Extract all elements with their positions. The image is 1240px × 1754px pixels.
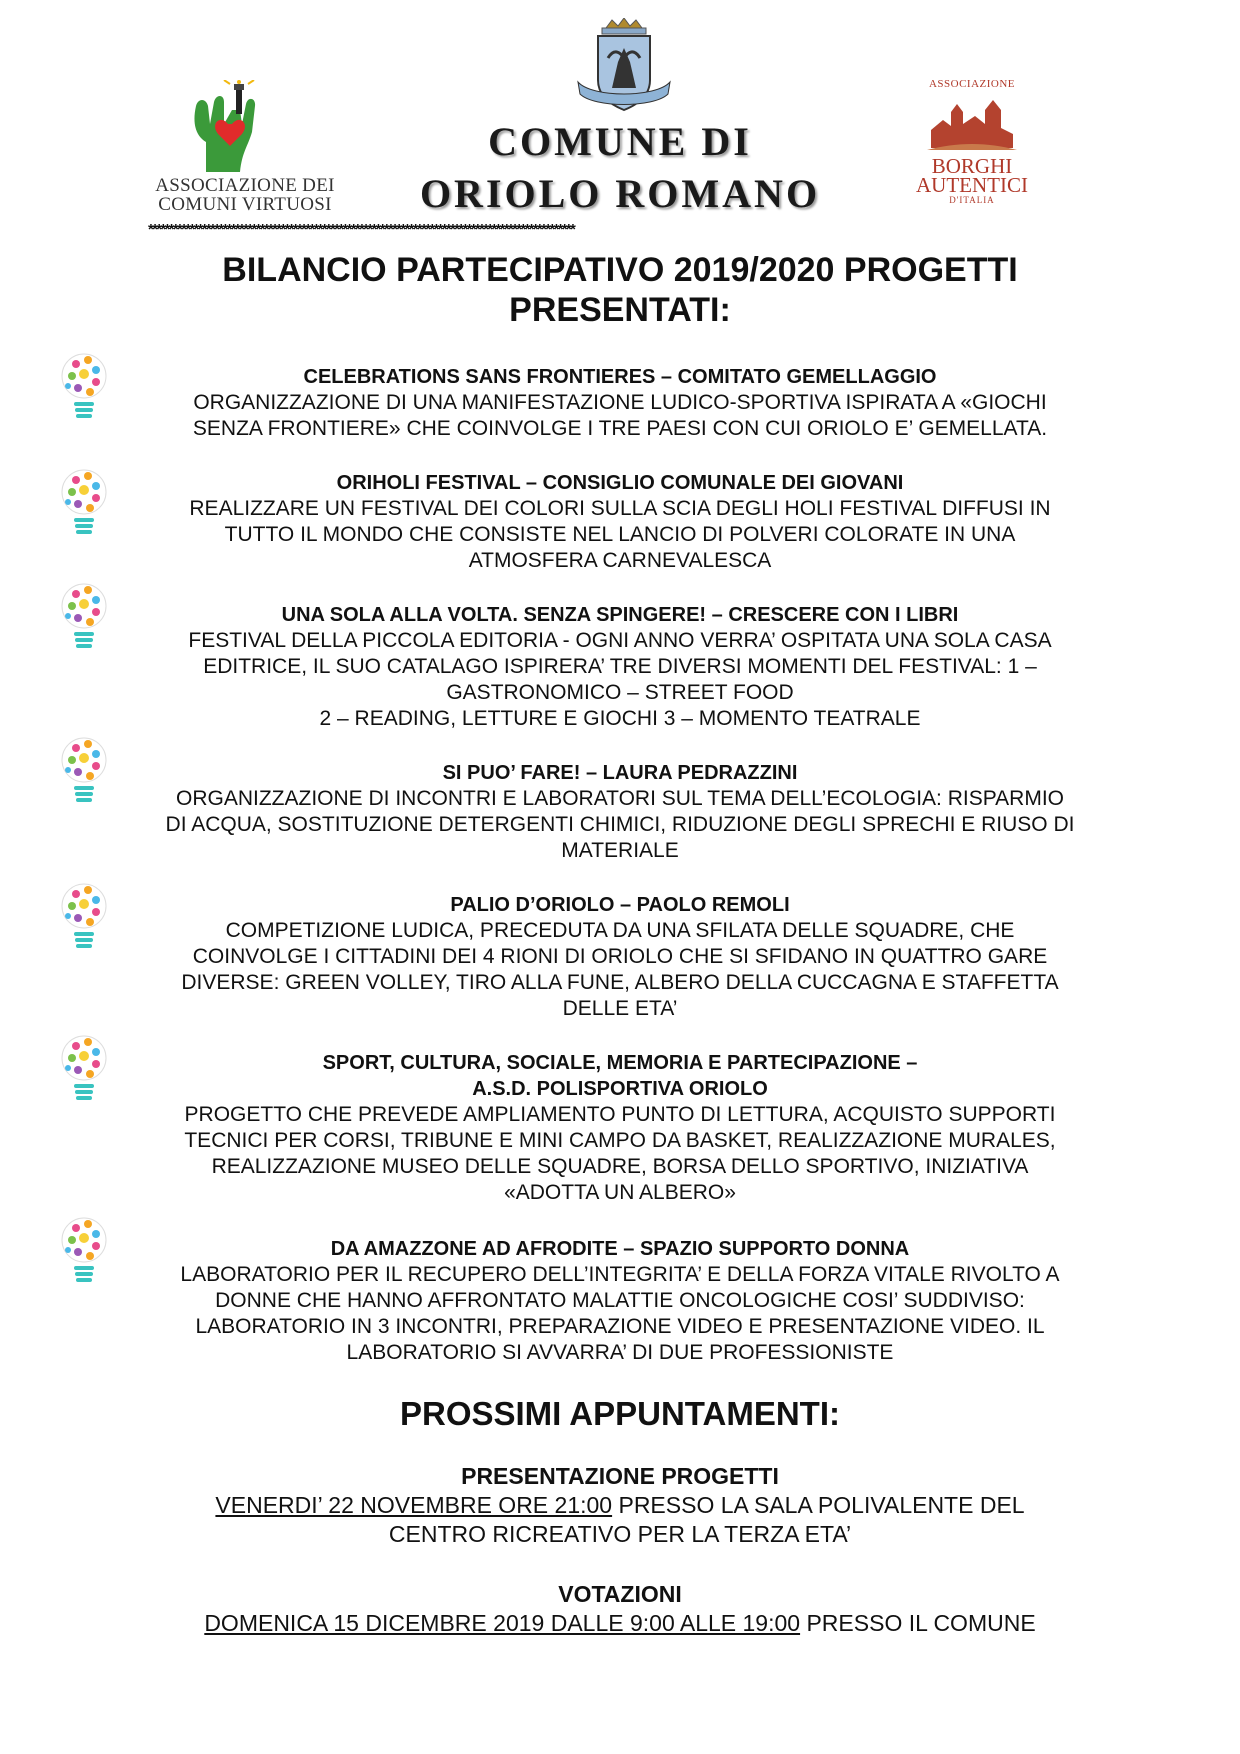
project-line: ORGANIZZAZIONE DI INCONTRI E LABORATORI SUL TEMA DELL’ECOLOGIA: RISPARMIO — [176, 787, 1064, 810]
main-title-line-2: PRESENTATI: — [509, 291, 731, 329]
vote-line — [80, 1609, 1160, 1638]
project-title: ORIHOLI FESTIVAL – CONSIGLIO COMUNALE DEI GIOVANI — [336, 472, 904, 494]
project-title-2: A.S.D. POLISPORTIVA ORIOLO — [472, 1078, 768, 1100]
municipality-title — [380, 116, 860, 220]
project-line: DI ACQUA, SOSTITUZIONE DETERGENTI CHIMICI, RIDUZIONE DEGLI SPRECHI E RIUSO DI — [165, 813, 1075, 836]
project-block — [112, 602, 1128, 732]
vote-date: DOMENICA 15 DICEMBRE 2019 DALLE 9:00 ALLE 19:00 — [204, 1610, 801, 1636]
presentation-place: PRESSO LA SALA POLIVALENTE DEL — [612, 1492, 1025, 1518]
lightbulb-icon — [56, 578, 112, 660]
right-logo-line-1: BORGHI — [931, 154, 1013, 178]
project-line: TECNICI PER CORSI, TRIBUNE E MINI CAMPO DA BASKET, REALIZZAZIONE MURALES, — [184, 1129, 1056, 1152]
project-title: UNA SOLA ALLA VOLTA. SENZA SPINGERE! – CRESCERE CON I LIBRI — [281, 604, 959, 626]
project-block — [112, 1050, 1128, 1206]
lightbulb-icon — [56, 732, 112, 814]
project-line: LABORATORIO IN 3 INCONTRI, PREPARAZIONE VIDEO E PRESENTAZIONE VIDEO. IL — [195, 1315, 1045, 1338]
lightbulb-icon — [56, 464, 112, 546]
project-line: DELLE ETA’ — [562, 997, 678, 1020]
project-line: 2 – READING, LETTURE E GIOCHI 3 – MOMENTO TEATRALE — [319, 707, 921, 730]
project-line: «ADOTTA UN ALBERO» — [504, 1181, 736, 1204]
project-line: COINVOLGE I CITTADINI DEI 4 RIONI DI ORIOLO CHE SI SFIDANO IN QUATTRO GARE — [192, 945, 1048, 968]
right-logo-line-2: AUTENTICI — [916, 173, 1028, 197]
right-logo-bottom: D'ITALIA — [949, 195, 995, 205]
next-appointments-title: PROSSIMI APPUNTAMENTI: — [399, 1395, 840, 1432]
presentation-line-1 — [80, 1491, 1160, 1520]
title-line-2: ORIOLO ROMANO — [419, 171, 821, 216]
project-block — [112, 364, 1128, 442]
main-title-line-1: BILANCIO PARTECIPATIVO 2019/2020 PROGETTI — [222, 251, 1018, 289]
lightbulb-icon — [56, 878, 112, 960]
presentation-line-2: CENTRO RICREATIVO PER LA TERZA ETA’ — [388, 1521, 852, 1547]
vote-place: PRESSO IL COMUNE — [800, 1610, 1036, 1636]
project-line: REALIZZARE UN FESTIVAL DEI COLORI SULLA SCIA DEGLI HOLI FESTIVAL DIFFUSI IN — [189, 497, 1051, 520]
left-logo-line-1: ASSOCIAZIONE DEI — [155, 175, 335, 196]
project-line: COMPETIZIONE LUDICA, PRECEDUTA DA UNA SFILATA DELLE SQUADRE, CHE — [225, 919, 1015, 942]
presentation-title: PRESENTAZIONE PROGETTI — [461, 1463, 779, 1489]
project-line: PROGETTO CHE PREVEDE AMPLIAMENTO PUNTO DI LETTURA, ACQUISTO SUPPORTI — [184, 1103, 1056, 1126]
star-separator: ******************************************************************************************************* — [148, 222, 575, 238]
right-logo-top: ASSOCIAZIONE — [928, 78, 1016, 90]
left-logo-line-2: COMUNI VIRTUOSI — [158, 194, 332, 215]
presentation-event — [80, 1462, 1160, 1549]
project-line: LABORATORIO PER IL RECUPERO DELL’INTEGRITA’ E DELLA FORZA VITALE RIVOLTO A — [180, 1263, 1060, 1286]
vote-title: VOTAZIONI — [558, 1581, 682, 1607]
project-block — [112, 760, 1128, 864]
project-title: SI PUO’ FARE! – LAURA PEDRAZZINI — [442, 762, 798, 784]
project-line: EDITRICE, IL SUO CATALAGO ISPIRERA’ TRE DIVERSI MOMENTI DEL FESTIVAL: 1 – — [203, 655, 1037, 678]
main-title — [120, 250, 1120, 330]
project-line: REALIZZAZIONE MUSEO DELLE SQUADRE, BORSA DELLO SPORTIVO, INIZIATIVA — [211, 1155, 1029, 1178]
lightbulb-icon — [56, 1212, 112, 1294]
project-title: CELEBRATIONS SANS FRONTIERES – COMITATO GEMELLAGGIO — [303, 366, 937, 388]
presentation-date: VENERDI’ 22 NOVEMBRE ORE 21:00 — [215, 1492, 613, 1518]
project-block — [112, 470, 1128, 574]
project-line: GASTRONOMICO – STREET FOOD — [446, 681, 794, 704]
project-title: SPORT, CULTURA, SOCIALE, MEMORIA E PARTECIPAZIONE – — [322, 1052, 918, 1074]
comuni-virtuosi-logo — [148, 80, 338, 220]
hand-heart-icon — [148, 80, 338, 176]
title-line-1: COMUNE DI — [488, 119, 752, 164]
project-line: ORGANIZZAZIONE DI UNA MANIFESTAZIONE LUDICO-SPORTIVA ISPIRATA A «GIOCHI — [193, 391, 1047, 414]
comune-coat-of-arms — [572, 18, 676, 118]
coat-of-arms-icon — [572, 18, 676, 118]
lightbulb-icon — [56, 348, 112, 430]
vote-event — [80, 1580, 1160, 1638]
project-line: SENZA FRONTIERE» CHE COINVOLGE I TRE PAESI CON CUI ORIOLO E’ GEMELLATA. — [192, 417, 1048, 440]
project-line: MATERIALE — [561, 839, 679, 862]
project-block — [112, 892, 1128, 1022]
left-logo-text — [150, 176, 340, 214]
project-line: TUTTO IL MONDO CHE CONSISTE NEL LANCIO DI POLVERI COLORATE IN UNA — [224, 523, 1016, 546]
borghi-autentici-logo — [912, 78, 1032, 218]
project-line: FESTIVAL DELLA PICCOLA EDITORIA - OGNI ANNO VERRA’ OSPITATA UNA SOLA CASA — [188, 629, 1052, 652]
project-line: DIVERSE: GREEN VOLLEY, TIRO ALLA FUNE, ALBERO DELLA CUCCAGNA E STAFFETTA — [181, 971, 1059, 994]
project-block — [112, 1236, 1128, 1366]
project-title: PALIO D’ORIOLO – PAOLO REMOLI — [450, 894, 790, 916]
project-line: DONNE CHE HANNO AFFRONTATO MALATTIE ONCOLOGICHE COSI’ SUDDIVISO: — [215, 1289, 1025, 1312]
village-icon — [927, 90, 1017, 152]
project-line: ATMOSFERA CARNEVALESCA — [468, 549, 772, 572]
project-line: LABORATORIO SI AVVARRA’ DI DUE PROFESSIONISTE — [346, 1341, 894, 1364]
lightbulb-icon — [56, 1030, 112, 1112]
project-title: DA AMAZZONE AD AFRODITE – SPAZIO SUPPORTO DONNA — [330, 1238, 910, 1260]
